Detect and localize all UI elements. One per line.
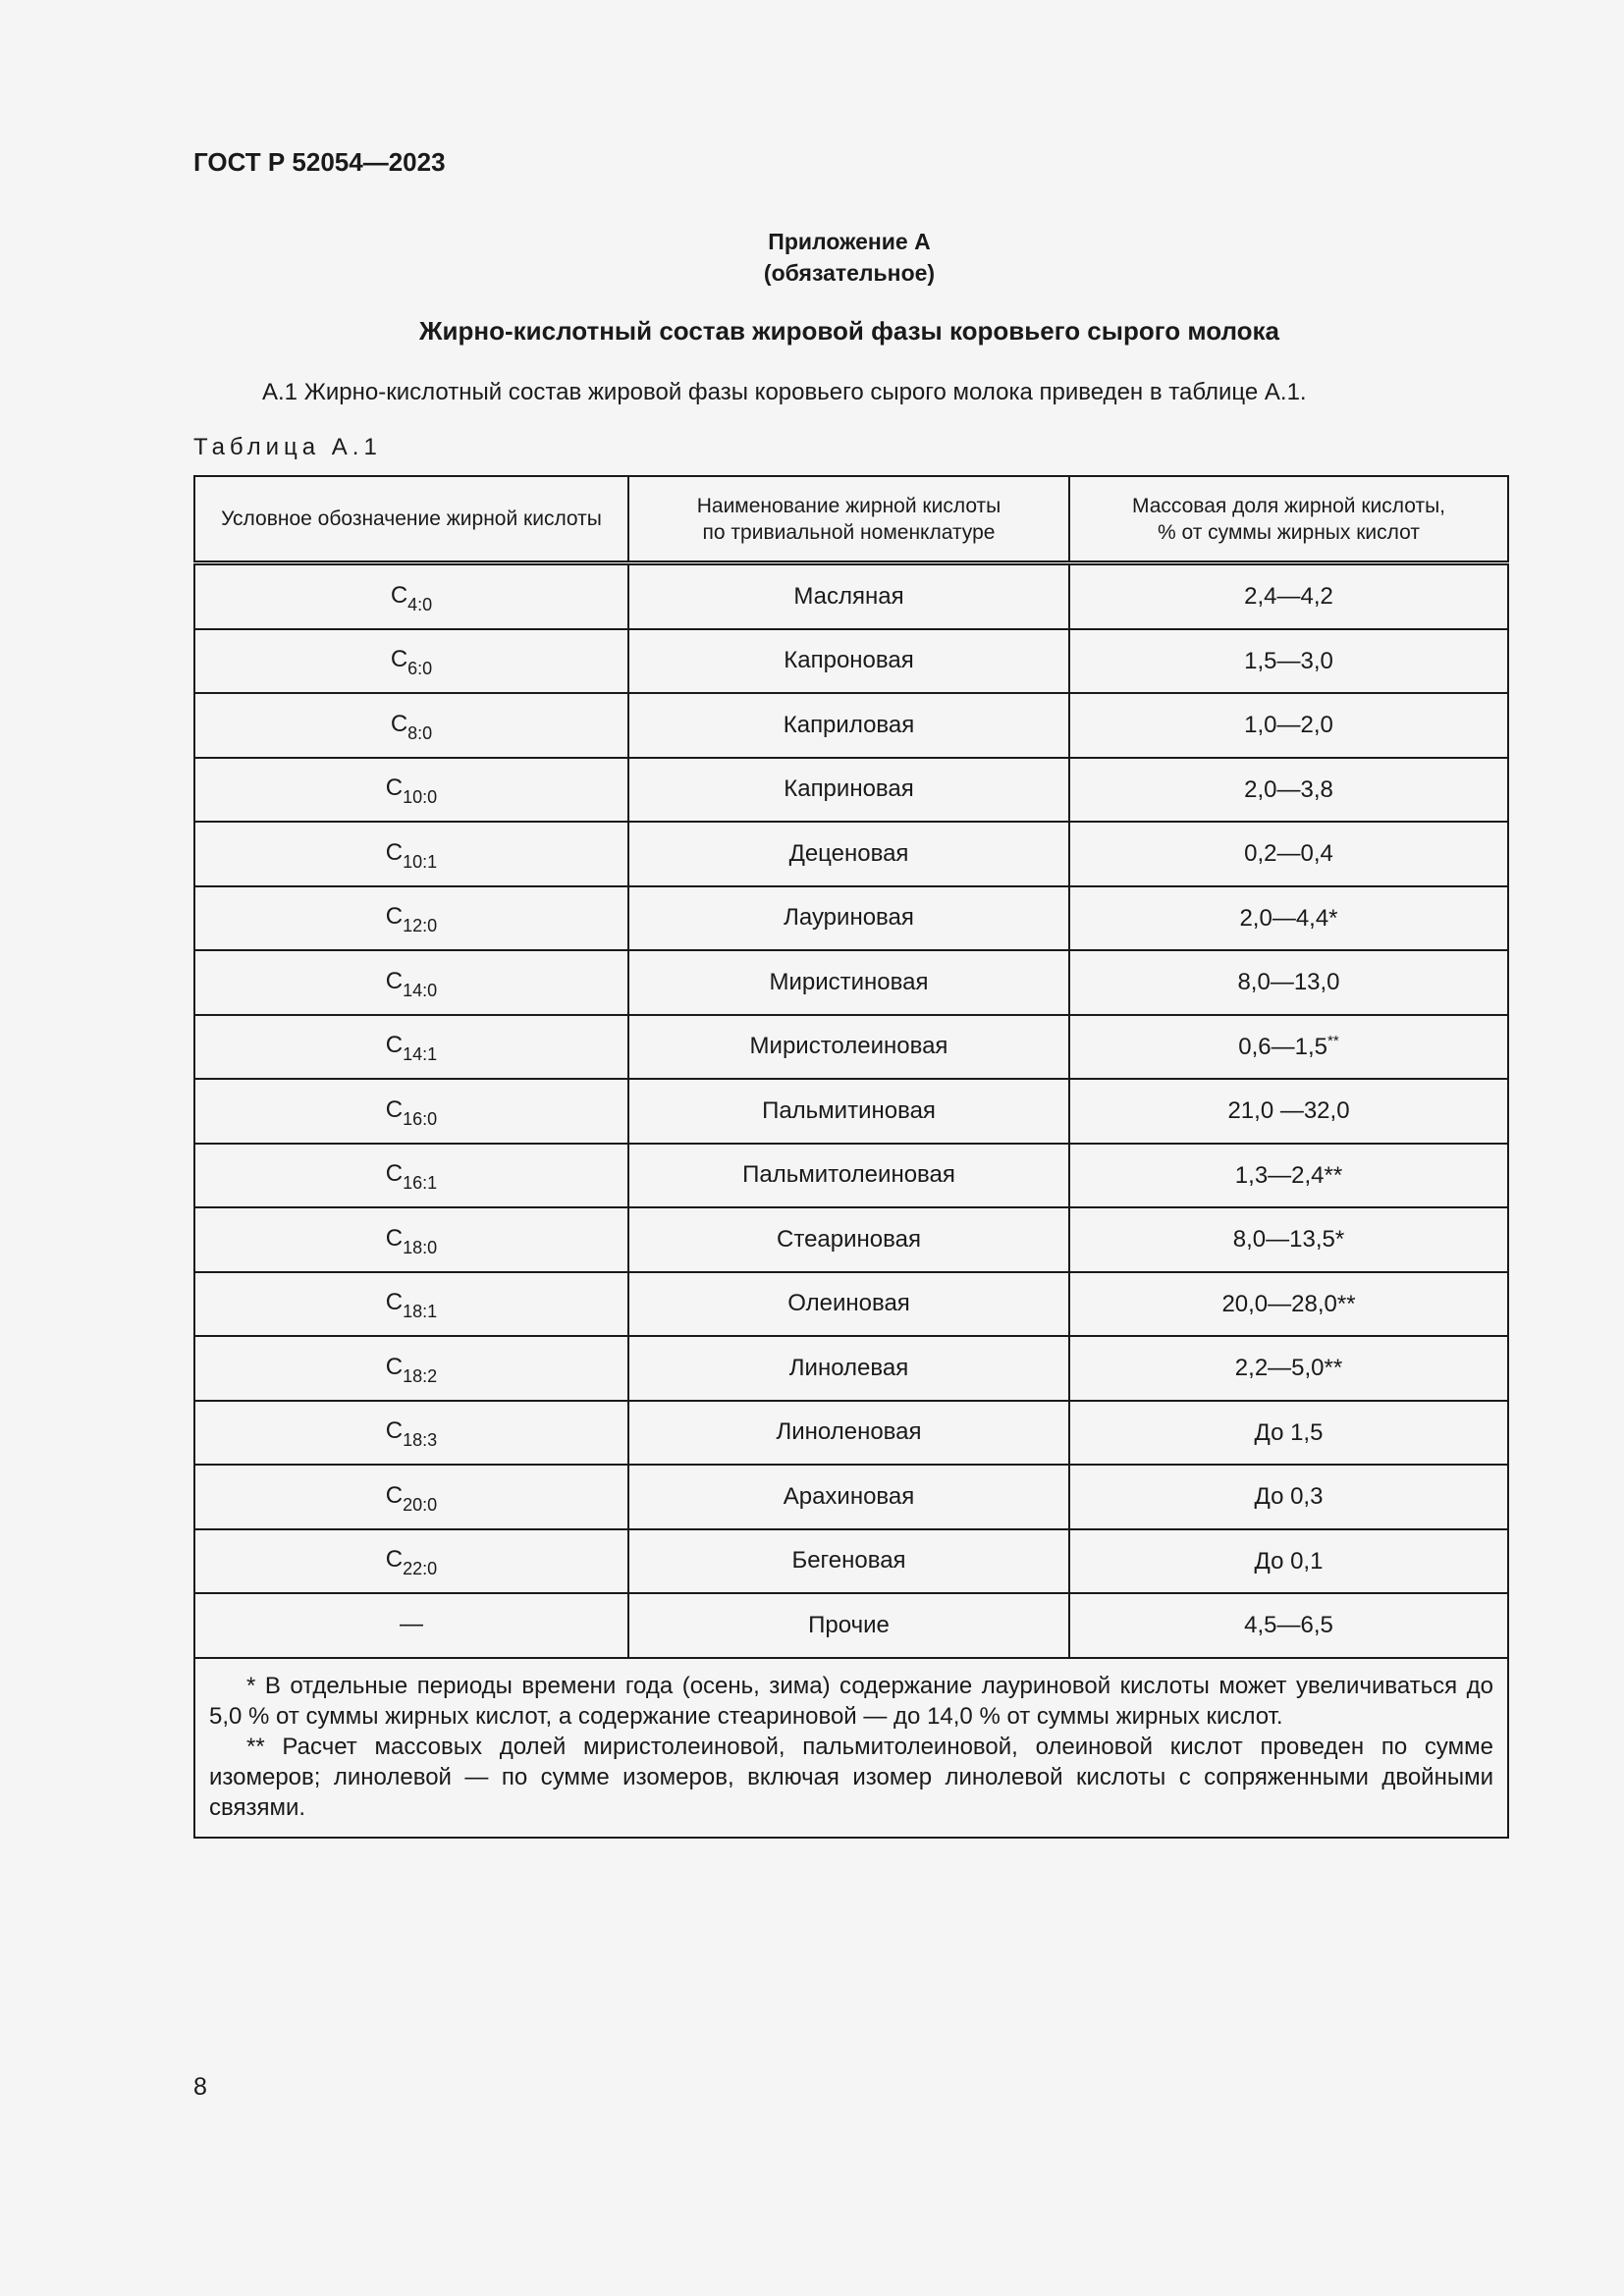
cell-symbol — [194, 1529, 628, 1594]
cell-name: Капроновая — [628, 629, 1069, 694]
cell-name: Линоленовая — [628, 1401, 1069, 1466]
cell-name: Масляная — [628, 563, 1069, 629]
acid-symbol-letter: C — [385, 1417, 404, 1445]
cell-name: Стеариновая — [628, 1207, 1069, 1272]
mass-fraction-value: 4,5—6,5 — [1244, 1612, 1333, 1639]
cell-symbol — [194, 1207, 628, 1272]
table-row — [194, 822, 1508, 886]
acid-symbol — [385, 1160, 438, 1194]
acid-symbol-letter: C — [385, 903, 404, 931]
cell-mass-fraction — [1069, 1272, 1508, 1337]
cell-symbol — [194, 563, 628, 629]
cell-symbol — [194, 758, 628, 823]
cell-name: Миристиновая — [628, 950, 1069, 1015]
footnote-1: * В отдельные периоды времени года (осень, зима) содержание лауриновой кислоты может увеличиваться до 5,0 % от суммы жирных кислот, а содержание стеариновой — до 14,0 % от суммы жирных кислот. — [209, 1672, 1493, 1730]
cell-name: Бегеновая — [628, 1529, 1069, 1594]
appendix-status: (обязательное) — [763, 260, 936, 286]
cell-name: Лауриновая — [628, 886, 1069, 951]
cell-name: Каприновая — [628, 758, 1069, 823]
mass-fraction-value: 0,6—1,5 — [1238, 1033, 1328, 1060]
header-mass-fraction: Массовая доля жирной кислоты, % от суммы жирных кислот — [1069, 476, 1508, 563]
acid-symbol-letter: C — [385, 1032, 404, 1059]
acid-symbol — [385, 1289, 438, 1322]
mass-fraction-value: 1,3—2,4** — [1234, 1161, 1343, 1189]
cell-mass-fraction — [1069, 1144, 1508, 1208]
acid-symbol-subscript: 10:1 — [403, 851, 438, 872]
cell-mass-fraction — [1069, 950, 1508, 1015]
mass-fraction-value: 2,0—3,8 — [1244, 775, 1333, 803]
cell-symbol — [194, 950, 628, 1015]
cell-name: Каприловая — [628, 693, 1069, 758]
appendix-title: Приложение А — [768, 229, 931, 254]
mass-fraction-value: 2,2—5,0** — [1234, 1355, 1343, 1382]
table-row — [194, 1465, 1508, 1529]
cell-mass-fraction — [1069, 886, 1508, 951]
acid-symbol — [385, 1224, 438, 1257]
mass-fraction-value: До 0,1 — [1254, 1547, 1324, 1575]
table-row — [194, 693, 1508, 758]
mass-fraction-footnote-mark: ** — [1327, 1032, 1339, 1049]
cell-symbol — [194, 1401, 628, 1466]
mass-fraction-value: 8,0—13,0 — [1237, 969, 1340, 996]
cell-name: Миристолеиновая — [628, 1015, 1069, 1080]
cell-symbol — [194, 629, 628, 694]
acid-symbol-letter: — — [400, 1610, 423, 1637]
acid-symbol — [385, 1095, 438, 1129]
acid-symbol-subscript: 16:1 — [403, 1173, 438, 1194]
mass-fraction-value: 2,4—4,2 — [1244, 583, 1333, 611]
cell-symbol — [194, 1465, 628, 1529]
cell-mass-fraction — [1069, 758, 1508, 823]
appendix-heading — [0, 226, 1624, 289]
acid-symbol-subscript: 18:0 — [403, 1237, 438, 1257]
acid-symbol-letter: C — [390, 710, 408, 737]
acid-symbol-subscript: 18:2 — [403, 1365, 438, 1386]
acid-symbol-subscript: 20:0 — [403, 1494, 438, 1515]
cell-symbol — [194, 1015, 628, 1080]
cell-name: Деценовая — [628, 822, 1069, 886]
cell-name: Линолевая — [628, 1336, 1069, 1401]
header-name: Наименование жирной кислоты по тривиальной номенклатуре — [628, 476, 1069, 563]
table-row — [194, 1593, 1508, 1658]
cell-symbol — [194, 1079, 628, 1144]
acid-symbol-subscript: 10:0 — [403, 787, 438, 808]
acid-symbol-letter: C — [385, 1224, 404, 1252]
cell-mass-fraction — [1069, 822, 1508, 886]
table-row — [194, 950, 1508, 1015]
acid-symbol-subscript: 14:1 — [403, 1044, 438, 1065]
cell-mass-fraction — [1069, 1593, 1508, 1658]
cell-mass-fraction — [1069, 1336, 1508, 1401]
table-row — [194, 1079, 1508, 1144]
acid-symbol — [385, 967, 438, 1000]
table-row — [194, 1336, 1508, 1401]
acid-symbol — [400, 1611, 423, 1637]
document-code: ГОСТ Р 52054—2023 — [193, 147, 446, 177]
cell-symbol — [194, 1593, 628, 1658]
mass-fraction-value: 1,5—3,0 — [1244, 647, 1333, 674]
acid-symbol-subscript: 22:0 — [403, 1559, 438, 1579]
acid-symbol-subscript: 14:0 — [403, 980, 438, 1000]
table-row — [194, 886, 1508, 951]
cell-symbol — [194, 1144, 628, 1208]
acid-symbol-letter: C — [385, 774, 404, 802]
acid-symbol-subscript: 18:1 — [403, 1302, 438, 1322]
header-symbol: Условное обозначение жирной кислоты — [194, 476, 628, 563]
acid-symbol-letter: C — [385, 838, 404, 866]
cell-mass-fraction — [1069, 563, 1508, 629]
table-notes-row — [194, 1658, 1508, 1838]
acid-symbol — [385, 1417, 438, 1451]
intro-paragraph: А.1 Жирно-кислотный состав жировой фазы коровьего сырого молока приведен в таблице А.1. — [262, 379, 1307, 405]
table-notes — [194, 1658, 1508, 1838]
acid-symbol-subscript: 16:0 — [403, 1108, 438, 1129]
cell-symbol — [194, 1272, 628, 1337]
acid-symbol — [390, 710, 433, 743]
table-row — [194, 1015, 1508, 1080]
acid-symbol-letter: C — [390, 581, 408, 609]
acid-symbol-letter: C — [385, 1353, 404, 1380]
acid-symbol-letter: C — [385, 967, 404, 994]
table-row — [194, 1529, 1508, 1594]
acid-symbol-subscript: 4:0 — [407, 594, 433, 614]
mass-fraction-value: 0,2—0,4 — [1244, 840, 1333, 868]
mass-fraction-value: 21,0 —32,0 — [1227, 1097, 1350, 1125]
cell-mass-fraction — [1069, 1529, 1508, 1594]
table-row — [194, 1401, 1508, 1466]
mass-fraction-value: До 0,3 — [1254, 1483, 1324, 1511]
acid-symbol-subscript: 12:0 — [403, 916, 438, 936]
cell-mass-fraction — [1069, 693, 1508, 758]
cell-name: Олеиновая — [628, 1272, 1069, 1337]
cell-mass-fraction — [1069, 1465, 1508, 1529]
acid-symbol — [385, 774, 438, 808]
acid-symbol-letter: C — [385, 1289, 404, 1316]
mass-fraction-value: 1,0—2,0 — [1244, 712, 1333, 739]
acid-symbol-subscript: 18:3 — [403, 1430, 438, 1451]
acid-symbol — [390, 646, 433, 679]
table-row — [194, 629, 1508, 694]
cell-mass-fraction — [1069, 629, 1508, 694]
table-caption: Таблица А.1 — [193, 434, 382, 460]
acid-symbol-subscript: 6:0 — [407, 659, 433, 679]
acid-symbol — [385, 1353, 438, 1386]
acid-symbol-letter: C — [385, 1160, 404, 1188]
cell-name: Прочие — [628, 1593, 1069, 1658]
acid-symbol — [385, 903, 438, 936]
cell-name: Пальмитиновая — [628, 1079, 1069, 1144]
cell-name: Арахиновая — [628, 1465, 1069, 1529]
cell-symbol — [194, 1336, 628, 1401]
table-row — [194, 1207, 1508, 1272]
cell-name: Пальмитолеиновая — [628, 1144, 1069, 1208]
cell-mass-fraction — [1069, 1079, 1508, 1144]
cell-symbol — [194, 886, 628, 951]
table-row — [194, 1144, 1508, 1208]
acid-symbol — [385, 1481, 438, 1515]
acid-symbol — [385, 838, 438, 872]
acid-symbol — [385, 1546, 438, 1579]
cell-mass-fraction — [1069, 1207, 1508, 1272]
table-header-row — [194, 476, 1508, 563]
acid-symbol-letter: C — [385, 1546, 404, 1574]
acid-symbol-letter: C — [385, 1481, 404, 1509]
acid-symbol-letter: C — [390, 646, 408, 673]
acid-symbol — [385, 1032, 438, 1065]
cell-symbol — [194, 693, 628, 758]
mass-fraction-value: 8,0—13,5* — [1232, 1226, 1345, 1254]
acid-symbol — [390, 581, 433, 614]
table-row — [194, 1272, 1508, 1337]
table-row — [194, 563, 1508, 629]
mass-fraction-value: До 1,5 — [1254, 1418, 1324, 1446]
section-title: Жирно-кислотный состав жировой фазы коровьего сырого молока — [419, 316, 1279, 346]
page-number: 8 — [193, 2073, 207, 2101]
mass-fraction-value: 20,0—28,0** — [1221, 1290, 1356, 1317]
footnote-2: ** Расчет массовых долей миристолеиновой, пальмитолеиновой, олеиновой кислот проведен по сумме изомеров; линолевой — по сумме изомеров, включая изомер линолевой кислоты с сопряженными двойными связями. — [209, 1733, 1493, 1821]
acid-symbol-letter: C — [385, 1095, 404, 1123]
mass-fraction-value: 2,0—4,4* — [1239, 904, 1338, 932]
cell-symbol — [194, 822, 628, 886]
acid-symbol-subscript: 8:0 — [407, 722, 433, 743]
table-row — [194, 758, 1508, 823]
cell-mass-fraction — [1069, 1015, 1508, 1080]
cell-mass-fraction — [1069, 1401, 1508, 1466]
fatty-acid-table — [193, 475, 1509, 1839]
